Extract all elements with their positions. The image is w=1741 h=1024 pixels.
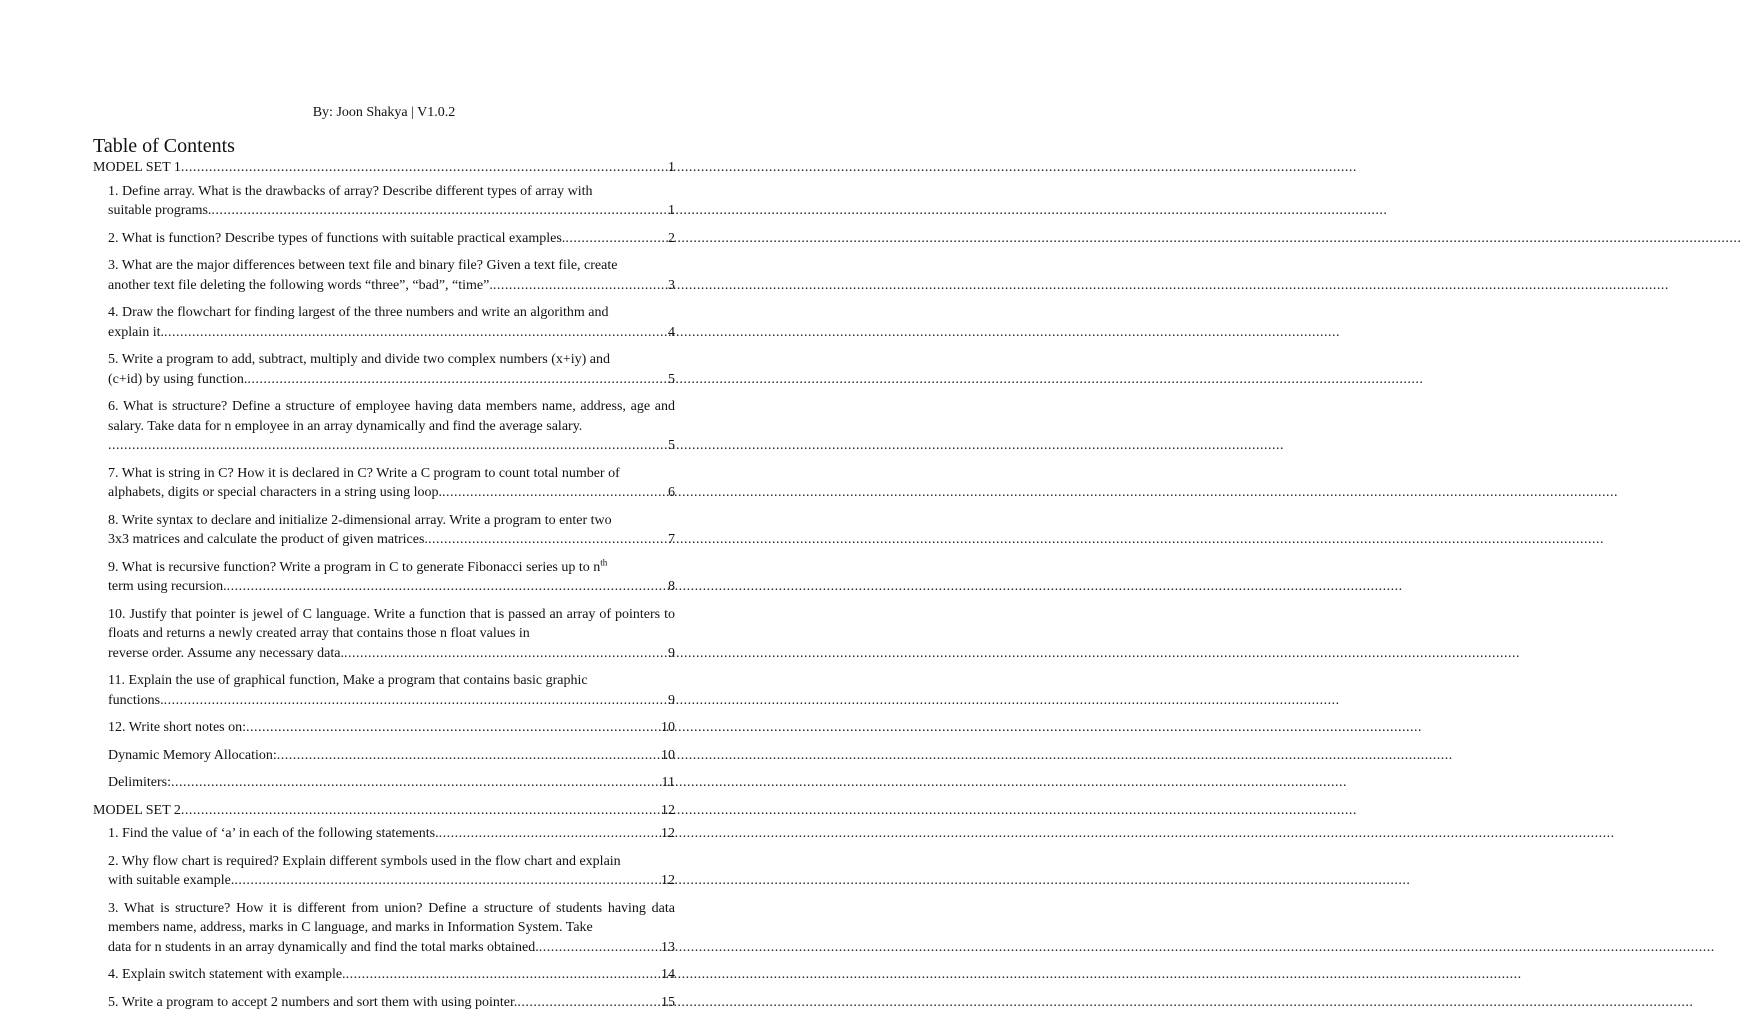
dot-leader [439, 824, 661, 844]
toc-entry-line [108, 201, 675, 221]
toc-entry-label: with suitable example. [108, 873, 235, 888]
toc-entry-label: explain it. [108, 324, 164, 340]
page-number: 3 [668, 277, 675, 293]
table-of-contents [93, 158, 675, 1020]
page-number: 11 [661, 775, 675, 790]
page-number: 13 [661, 939, 675, 955]
toc-entry-label: MODEL SET 2 [93, 802, 181, 818]
dot-leader [246, 718, 661, 738]
dot-leader [108, 436, 668, 456]
toc-entry-label: data for n students in an array dynamically and find the total marks obtained. [108, 939, 539, 955]
toc-entry-line [108, 644, 675, 664]
toc-entry-text: 10. Justify that pointer is jewel of C language. Write a function that is passed an array of pointers to floats and returns a newly created array that contains those n float values in [108, 606, 675, 641]
toc-section-entry[interactable] [93, 158, 675, 178]
dot-leader [517, 993, 661, 1013]
toc-entry-text: 4. Draw the flowchart for finding largest of the three numbers and write an algorithm and [108, 305, 609, 320]
dot-leader [442, 483, 668, 503]
toc-entry-label: another text file deleting the following words “three”, “bad”, “time”. [108, 277, 493, 293]
toc-entry-line [108, 436, 675, 456]
dot-leader [227, 577, 668, 597]
toc-entry-text: 6. What is structure? Define a structure of employee having data members name, address, age and salary. Take data for n employee in an array dynamically and find the average salary. [108, 399, 675, 434]
page-number: 7 [668, 532, 675, 547]
page-number: 12 [661, 826, 675, 841]
document-page [0, 0, 768, 1024]
page-number: 5 [668, 371, 675, 387]
page-number: 14 [661, 967, 675, 982]
toc-entry-text: 3. What are the major differences between text file and binary file? Given a text file, create [108, 258, 618, 273]
toc-entry-label: reverse order. Assume any necessary data. [108, 645, 344, 661]
toc-entry-line [108, 370, 675, 390]
page-number: 10 [661, 747, 675, 763]
toc-entry-text: 2. Why flow chart is required? Explain different symbols used in the flow chart and explain [108, 853, 621, 869]
toc-entry[interactable] [93, 899, 675, 958]
toc-entry-line [108, 323, 675, 343]
toc-entry[interactable] [93, 773, 675, 793]
toc-entry-label: alphabets, digits or special characters in a string using loop. [108, 485, 442, 500]
dot-leader [211, 201, 668, 221]
toc-entry-label: 5. Write a program to accept 2 numbers and sort them with using pointer. [108, 994, 518, 1010]
toc-entry-line [108, 577, 675, 597]
toc-entry[interactable] [93, 746, 675, 766]
dot-leader [181, 158, 668, 178]
toc-entry[interactable] [93, 182, 675, 221]
toc-entry[interactable] [93, 671, 675, 710]
toc-entry-label: 4. Explain switch statement with example. [108, 967, 346, 982]
toc-entry-line [108, 691, 675, 711]
superscript: th [600, 556, 608, 567]
dot-leader [164, 691, 668, 711]
toc-entry-line [108, 746, 675, 766]
toc-entry-label: Delimiters: [108, 775, 171, 790]
dot-leader [164, 323, 668, 343]
toc-entry-line [93, 801, 675, 821]
toc-entry[interactable] [93, 511, 675, 550]
toc-entry-line [108, 871, 675, 891]
toc-entry[interactable] [93, 605, 675, 664]
dot-leader [539, 938, 661, 958]
dot-leader [346, 965, 661, 985]
toc-entry-text: 8. Write syntax to declare and initialize 2-dimensional array. Write a program to enter two [108, 512, 612, 528]
toc-entry[interactable] [93, 824, 675, 844]
toc-entry-text: 7. What is string in C? How it is declared in C? Write a C program to count total number of [108, 465, 620, 481]
toc-title: Table of Contents [93, 135, 235, 157]
toc-entry-line [108, 938, 675, 958]
page-number: 9 [668, 692, 675, 708]
dot-leader [344, 644, 668, 664]
page-number: 12 [661, 873, 675, 888]
author-version-line: By: Joon Shakya | V1.0.2 [312, 105, 456, 120]
toc-entry-line [108, 993, 675, 1013]
toc-entry[interactable] [93, 303, 675, 342]
dot-leader [493, 276, 668, 296]
toc-entry-label: suitable programs. [108, 203, 212, 218]
dot-leader [171, 773, 662, 793]
toc-entry[interactable] [93, 718, 675, 738]
page-number: 15 [661, 994, 675, 1010]
toc-entry-line [108, 483, 675, 503]
dot-leader [234, 871, 661, 891]
toc-entry-line [108, 718, 675, 738]
page-number: 6 [668, 485, 675, 500]
toc-entry[interactable] [93, 852, 675, 891]
toc-entry-label: functions. [108, 692, 164, 708]
toc-entry[interactable] [93, 558, 675, 597]
toc-entry-label: 3x3 matrices and calculate the product of given matrices. [108, 532, 428, 547]
page-number: 10 [661, 720, 675, 735]
toc-entry-text: 5. Write a program to add, subtract, multiply and divide two complex numbers (x+iy) and [108, 352, 611, 367]
toc-entry[interactable] [93, 397, 675, 456]
toc-entry-label: 12. Write short notes on: [108, 720, 246, 735]
toc-entry[interactable] [93, 464, 675, 503]
page-number: 9 [668, 645, 675, 661]
page-number: 2 [668, 230, 675, 246]
toc-entry-line [108, 824, 675, 844]
page-number: 8 [668, 579, 675, 594]
dot-leader [181, 801, 661, 821]
page-number: 5 [668, 438, 675, 453]
toc-entry[interactable] [93, 965, 675, 985]
toc-entry[interactable] [93, 993, 675, 1013]
toc-entry-text: 3. What is structure? How it is different from union? Define a structure of students having data members name, address, marks in C language, and marks in Information System. Take [108, 900, 675, 935]
page-number: 1 [668, 203, 675, 218]
toc-entry-line [108, 773, 675, 793]
toc-entry-line [108, 965, 675, 985]
toc-entry-label: 1. Find the value of ‘a’ in each of the following statements. [108, 826, 439, 841]
dot-leader [565, 229, 668, 249]
toc-entry-label: (c+id) by using function. [108, 371, 248, 387]
page-number: 12 [661, 802, 675, 818]
page-number: 4 [668, 324, 675, 340]
toc-section-entry[interactable] [93, 801, 675, 821]
dot-leader [277, 746, 661, 766]
toc-entry-line [108, 229, 675, 249]
toc-entry-label: term using recursion. [108, 579, 227, 594]
toc-entry[interactable] [93, 350, 675, 389]
page-number: 1 [668, 160, 675, 175]
toc-entry-line [93, 158, 675, 178]
toc-entry-line [108, 530, 675, 550]
toc-entry[interactable] [93, 229, 675, 249]
dot-leader [428, 530, 668, 550]
toc-entry-text: 11. Explain the use of graphical function, Make a program that contains basic graphic [108, 673, 588, 688]
toc-entry-text: 1. Define array. What is the drawbacks of array? Describe different types of array with [108, 183, 593, 199]
dot-leader [247, 370, 668, 390]
toc-entry[interactable] [93, 256, 675, 295]
toc-entry-label: MODEL SET 1 [93, 160, 181, 175]
toc-entry-text: 9. What is recursive function? Write a program in C to generate Fibonacci series up to $n^{th}$ [108, 556, 608, 575]
toc-entry-label: Dynamic Memory Allocation: [108, 747, 277, 763]
toc-entry-label: 2. What is function? Describe types of functions with suitable practical examples. [108, 230, 566, 246]
toc-entry-line [108, 276, 675, 296]
